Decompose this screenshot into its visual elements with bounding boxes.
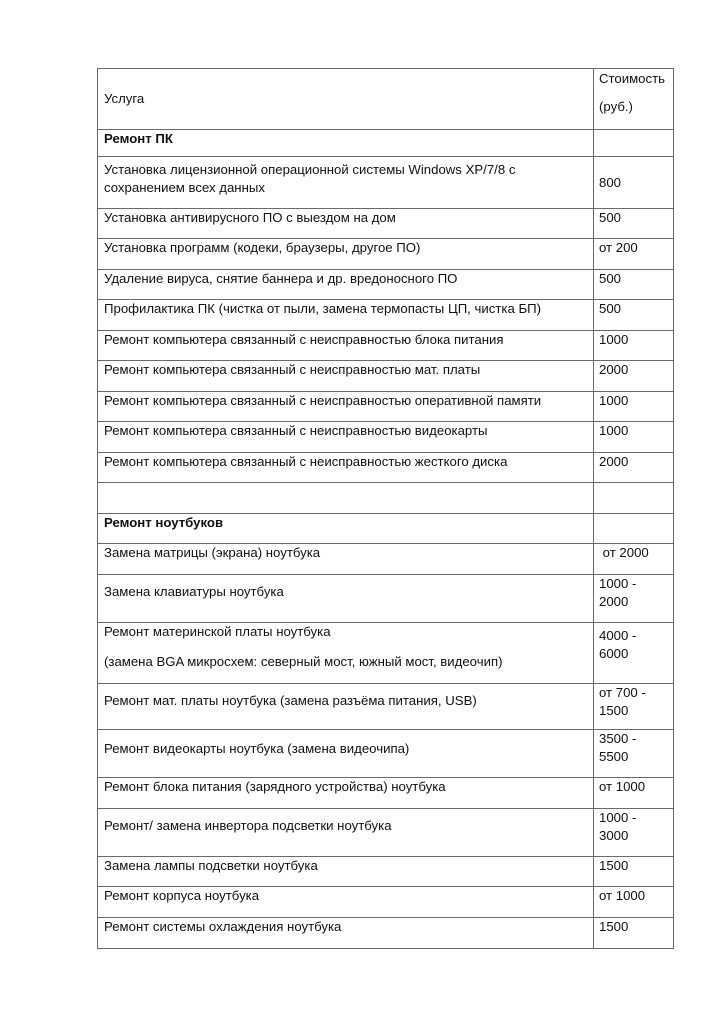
table-row — [98, 453, 674, 483]
table-row — [98, 361, 674, 392]
service-cell: Ремонт системы охлаждения ноутбука — [98, 918, 594, 949]
price-line-2: 6000 — [599, 646, 629, 661]
service-cell: Ремонт мат. платы ноутбука (замена разъёма питания, USB) — [98, 684, 594, 730]
price-cell: от 1000 — [594, 778, 674, 809]
table-row — [98, 918, 674, 949]
table-row — [98, 857, 674, 887]
service-cell: Профилактика ПК (чистка от пыли, замена термопасты ЦП, чистка БП) — [98, 300, 594, 331]
price-line-1: 1000 - — [599, 576, 637, 591]
empty-row — [98, 483, 674, 514]
service-cell: Ремонт компьютера связанный с неисправностью мат. платы — [98, 361, 594, 392]
service-cell: Замена лампы подсветки ноутбука — [98, 857, 594, 887]
section-title-laptops: Ремонт ноутбуков — [98, 514, 594, 544]
table-row — [98, 623, 674, 684]
service-cell: Замена клавиатуры ноутбука — [98, 575, 594, 623]
table-row — [98, 544, 674, 575]
price-cell: 1000 — [594, 422, 674, 453]
table-row — [98, 575, 674, 623]
price-cell: 800 — [594, 157, 674, 209]
service-cell: Ремонт компьютера связанный с неисправностью оперативной памяти — [98, 392, 594, 422]
table-row — [98, 209, 674, 239]
service-cell: Ремонт блока питания (зарядного устройства) ноутбука — [98, 778, 594, 809]
price-line-2: 1500 — [599, 703, 629, 718]
price-line-2: 3000 — [599, 828, 629, 843]
table-row — [98, 300, 674, 331]
service-cell — [98, 623, 594, 684]
service-cell: Установка антивирусного ПО с выездом на дом — [98, 209, 594, 239]
service-cell: Установка лицензионной операционной системы Windows XP/7/8 с сохранением всех данных — [98, 157, 594, 209]
table-header-row — [98, 69, 674, 130]
price-line-1: от 700 - — [599, 685, 646, 700]
service-cell: Ремонт компьютера связанный с неисправностью видеокарты — [98, 422, 594, 453]
table-row — [98, 331, 674, 361]
table-row — [98, 157, 674, 209]
table-row — [98, 887, 674, 918]
table-row — [98, 392, 674, 422]
header-service-label: Услуга — [104, 91, 145, 106]
service-cell: Ремонт видеокарты ноутбука (замена видеочипа) — [98, 730, 594, 778]
price-cell: 1500 — [594, 918, 674, 949]
table-row — [98, 422, 674, 453]
table-row — [98, 730, 674, 778]
service-cell: Ремонт компьютера связанный с неисправностью блока питания — [98, 331, 594, 361]
service-cell: Ремонт/ замена инвертора подсветки ноутбука — [98, 809, 594, 857]
service-line-1: Ремонт материнской платы ноутбука — [104, 624, 331, 639]
price-cell: 500 — [594, 300, 674, 331]
price-cell — [594, 684, 674, 730]
service-cell: Установка программ (кодеки, браузеры, другое ПО) — [98, 239, 594, 270]
price-cell: 2000 — [594, 361, 674, 392]
header-price-label-line2: (руб.) — [599, 99, 633, 114]
price-cell — [594, 730, 674, 778]
header-service-cell — [98, 69, 594, 130]
service-cell: Замена матрицы (экрана) ноутбука — [98, 544, 594, 575]
table-row — [98, 684, 674, 730]
price-line-2: 5500 — [599, 749, 629, 764]
price-cell: 2000 — [594, 453, 674, 483]
price-cell — [594, 809, 674, 857]
price-cell: 500 — [594, 270, 674, 300]
price-cell: 500 — [594, 209, 674, 239]
price-cell — [594, 623, 674, 684]
price-line-2: 2000 — [599, 594, 629, 609]
price-cell: 1500 — [594, 857, 674, 887]
table-row — [98, 809, 674, 857]
price-line-1: 4000 - — [599, 628, 637, 643]
price-line-1: 3500 - — [599, 731, 637, 746]
service-cell: Ремонт корпуса ноутбука — [98, 887, 594, 918]
section-title-row — [98, 514, 674, 544]
table-row — [98, 270, 674, 300]
price-cell: от 200 — [594, 239, 674, 270]
table-row — [98, 239, 674, 270]
price-line-1: 1000 - — [599, 810, 637, 825]
table-row — [98, 778, 674, 809]
header-price-cell — [594, 69, 674, 130]
price-table — [97, 68, 674, 949]
service-line-2: (замена BGA микросхем: северный мост, южный мост, видеочип) — [104, 654, 503, 669]
section-title-pc: Ремонт ПК — [98, 130, 594, 157]
service-cell: Удаление вируса, снятие баннера и др. вредоносного ПО — [98, 270, 594, 300]
service-cell: Ремонт компьютера связанный с неисправностью жесткого диска — [98, 453, 594, 483]
section-title-row — [98, 130, 674, 157]
price-cell: 1000 — [594, 331, 674, 361]
header-price-label-line1: Стоимость — [599, 71, 666, 86]
price-cell — [594, 575, 674, 623]
price-cell: от 2000 — [594, 544, 674, 575]
price-cell: 1000 — [594, 392, 674, 422]
price-cell: от 1000 — [594, 887, 674, 918]
